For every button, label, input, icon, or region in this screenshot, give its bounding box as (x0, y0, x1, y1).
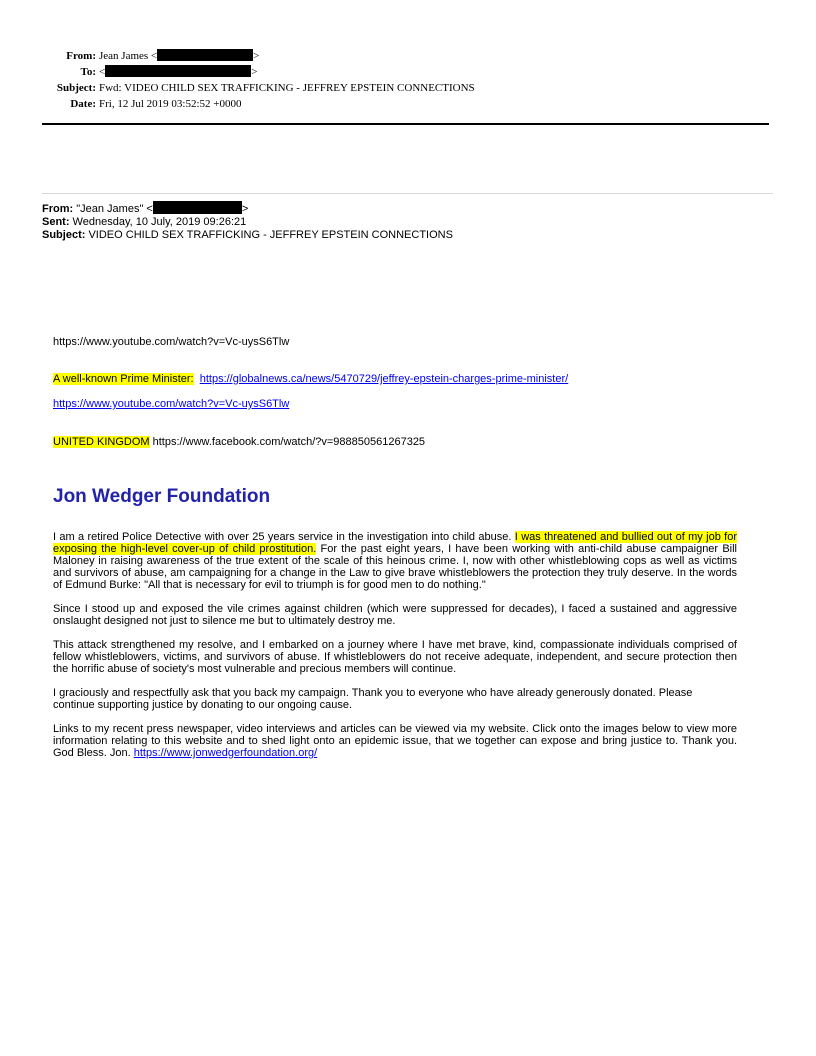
paragraph-1-highlight: I was threatened and bullied out of my job for exposing the high-level cover-up of child prostitution. (53, 531, 737, 555)
foundation-website-link[interactable]: https://www.jonwedgerfoundation.org/ (133, 747, 318, 759)
fwd-subject-row (42, 229, 453, 242)
outer-email-header (40, 48, 475, 112)
fwd-sent: Wednesday, 10 July, 2019 09:26:21 (69, 216, 247, 228)
prime-minister-line (53, 373, 737, 385)
forward-divider (42, 193, 773, 194)
redacted-from-address (157, 49, 253, 61)
prime-minister-label: A well-known Prime Minister: (53, 373, 194, 385)
redacted-to-address (105, 65, 251, 77)
outer-date: Fri, 12 Jul 2019 03:52:52 +0000 (99, 98, 242, 110)
youtube-plain-line (53, 336, 737, 348)
paragraph-1 (53, 531, 737, 591)
outer-subject-row (40, 80, 475, 96)
uk-line (53, 436, 737, 448)
outer-subject-label: Subject: (56, 82, 96, 94)
fwd-sent-label: Sent: (42, 216, 70, 228)
outer-to-row (40, 64, 475, 80)
fwd-from-tail: > (241, 203, 249, 215)
paragraph-5-text: Links to my recent press newspaper, video interviews and articles can be viewed via my website. Click onto the images below to view more information relating to this website and to shed light onto an epidemic issue, that we together can expose and bring justice to. Thank you. God Bless. Jon. (53, 723, 737, 759)
outer-to-head: < (99, 66, 106, 78)
fwd-from-label: From: (42, 203, 74, 215)
fwd-from-row (42, 201, 453, 216)
outer-from-label: From: (66, 50, 96, 62)
paragraph-4: I graciously and respectfully ask that you back my campaign. Thank you to everyone who have already generously donated. Please continue supporting justice by donating to our ongoing cause. (53, 687, 693, 711)
outer-from-row (40, 48, 475, 64)
facebook-url: https://www.facebook.com/watch/?v=988850561267325 (149, 436, 426, 448)
header-divider (42, 123, 769, 125)
forwarded-header (42, 201, 453, 242)
outer-date-label: Date: (70, 98, 96, 110)
youtube-link-line (53, 398, 737, 410)
outer-subject: Fwd: VIDEO CHILD SEX TRAFFICKING - JEFFREY EPSTEIN CONNECTIONS (99, 82, 475, 94)
redacted-fwd-address (153, 201, 242, 214)
prime-minister-link[interactable]: https://globalnews.ca/news/5470729/jeffrey-epstein-charges-prime-minister/ (199, 373, 569, 385)
foundation-body (53, 531, 737, 759)
outer-from-tail: > (253, 50, 260, 62)
uk-label: UNITED KINGDOM (53, 436, 150, 448)
paragraph-1-end: For the past eight years, I have been working with anti-child abuse campaigner Bill Maloney in raising awareness of the true extent of the scale of this heinous crime. I, now with other whistleblowing cops as well as victims and survivors of abuse, am campaigning for a change in the Law to give brave whistleblowers the protection they truly deserve. In the words of Edmund Burke: "All that is necessary for evil to triumph is for good men to do nothing." (53, 543, 737, 591)
youtube-link[interactable]: https://www.youtube.com/watch?v=Vc-uysS6Tlw (53, 398, 290, 410)
foundation-title: Jon Wedger Foundation (53, 486, 271, 507)
paragraph-5 (53, 723, 737, 759)
outer-to-label: To: (80, 66, 96, 78)
youtube-plain-text: https://www.youtube.com/watch?v=Vc-uysS6Tlw (53, 336, 290, 348)
paragraph-3: This attack strengthened my resolve, and I embarked on a journey where I have met brave, kind, compassionate individuals comprised of fellow whistleblowers, victims, and survivors of abuse. If whistleblowers do not receive adequate, independent, and secure protection then the horrific abuse of society's most vulnerable and precious members will continue. (53, 639, 737, 675)
fwd-subject-label: Subject: (42, 229, 86, 241)
fwd-subject: VIDEO CHILD SEX TRAFFICKING - JEFFREY EPSTEIN CONNECTIONS (85, 229, 453, 241)
paragraph-1-start: I am a retired Police Detective with over 25 years service in the investigation into child abuse. (53, 531, 515, 543)
paragraph-2: Since I stood up and exposed the vile crimes against children (which were suppressed for decades), I faced a sustained and aggressive onslaught designed not just to silence me but to ultimately destroy me. (53, 603, 737, 627)
outer-from-name: Jean James < (99, 50, 158, 62)
fwd-sent-row (42, 216, 453, 229)
outer-date-row (40, 96, 475, 112)
outer-to-tail: > (251, 66, 258, 78)
fwd-from-name: "Jean James" < (73, 203, 153, 215)
